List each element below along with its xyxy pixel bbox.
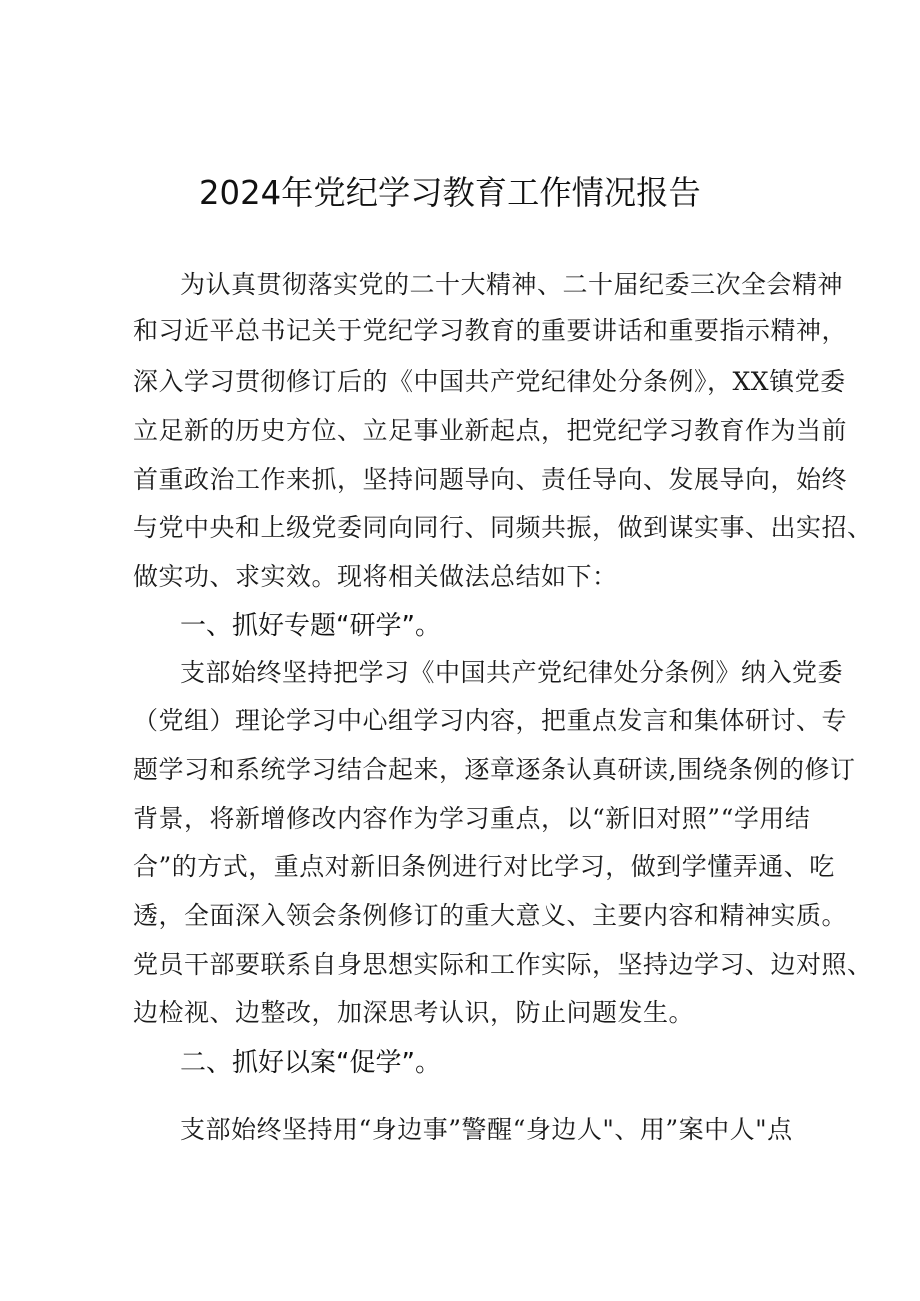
intro-line-1: 为认真贯彻落实党的二十大精神、二十届纪委三次全会精神: [180, 270, 844, 299]
section-1-line-4: 背景，将新增修改内容作为学习重点，以“新旧对照”“学用结: [133, 804, 811, 833]
section-1-line-7: 党员干部要联系自身思想实际和工作实际，坚持边学习、边对照、: [133, 950, 873, 979]
intro-line-4: 立足新的历史方位、立足事业新起点，把党纪学习教育作为当前: [133, 416, 848, 445]
section-1-line-5: 合”的方式，重点对新旧条例进行对比学习，做到学懂弄通、吃: [133, 852, 835, 881]
section-2-line-1: 支部始终坚持用“身边事”警醒“身边人"、用”案中人"点: [180, 1115, 793, 1144]
intro-line-2: 和习近平总书记关于党纪学习教育的重要讲话和重要指示精神，: [133, 316, 848, 345]
intro-line-6: 与党中央和上级党委同向同行、同频共振，做到谋实事、出实招、: [133, 513, 873, 542]
intro-line-7: 做实功、求实效。现将相关做法总结如下：: [133, 562, 618, 591]
section-1-heading: 一、抓好专题“研学”。: [180, 611, 441, 641]
document-title: 2024年党纪学习教育工作情况报告: [199, 173, 701, 212]
section-1-line-6: 透，全面深入领会条例修订的重大意义、主要内容和精神实质。: [133, 901, 848, 930]
section-1-line-8: 边检视、边整改，加深思考认识，防止问题发生。: [133, 998, 695, 1027]
section-1-line-1: 支部始终坚持把学习《中国共产党纪律处分条例》纳入党委: [180, 658, 844, 687]
section-1-line-3: 题学习和系统学习结合起来，逐章逐条认真研读,围绕条例的修订: [133, 755, 856, 784]
section-1-line-2: （党组）理论学习中心组学习内容，把重点发言和集体研讨、专: [133, 706, 848, 735]
intro-line-3: 深入学习贯彻修订后的《中国共产党纪律处分条例》，XX镇党委: [133, 367, 846, 396]
section-2-heading: 二、抓好以案“促学”。: [180, 1048, 441, 1078]
intro-line-5: 首重政治工作来抓，坚持问题导向、责任导向、发展导向，始终: [133, 465, 848, 494]
